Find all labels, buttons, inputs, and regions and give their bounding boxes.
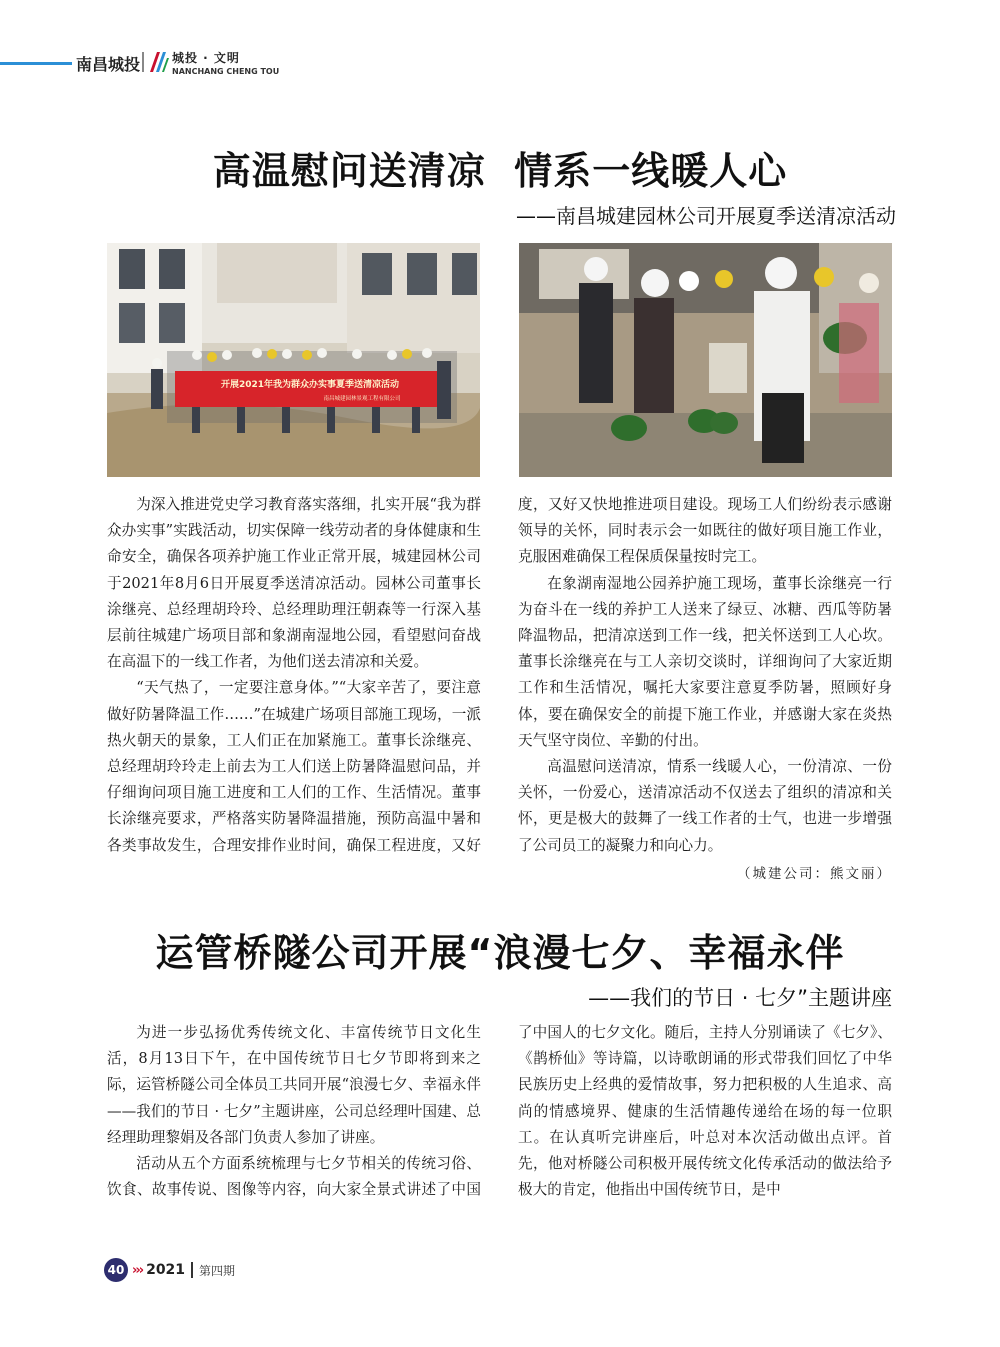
article1-subtitle: ——南昌城建园林公司开展夏季送清凉活动 [516, 204, 896, 228]
svg-text:南昌城建园林景观工程有限公司: 南昌城建园林景观工程有限公司 [323, 396, 401, 402]
article1-author: （城建公司：熊文丽） [737, 865, 892, 882]
footer-year: 2021 [146, 1262, 186, 1278]
page-number-badge: 40 [104, 1258, 128, 1282]
chevron-right-icon: ››› [132, 1262, 143, 1278]
article1-paragraph-2: “天气热了，一定要注意身体。”“大家辛苦了，要注意做好防暑降温工作……”在城建广场项目部施工现场，一派热火朝天的景象，工人们正在加紧施工。董事长涂继亮、总经理胡玲玲走上前去为工人们送上防暑降温慰问品，并仔细询问项目施工进度和工人们的工作、生活情况。董事长涂继亮要求，严格落实防暑降温措施，预防高温中暑和各类事故发生，合理安排作业时间，确保工程进度，又好 [107, 679, 481, 854]
article1-paragraph-1: 为深入推进党史学习教育落实落细，扎实开展“我为群众办实事”实践活动，切实保障一线劳动者的身体健康和生命安全，确保各项养护施工作业正常开展，城建园林公司于2021年8月6日开展夏季送清凉活动。园林公司董事长涂继亮、总经理胡玲玲、总经理助理汪朝森等一行深入基层前往城建广场项目部和象湖南湿地公园，看望慰问奋战在高温下的一线工作者，为他们送去清凉和关爱。 [107, 496, 481, 671]
header-subtitle [172, 49, 279, 76]
svg-text:开展2021年我为群众办实事夏季送清凉活动: 开展2021年我为群众办实事夏季送清凉活动 [220, 380, 400, 390]
article1-title: 高温慰问送清凉 情系一线暖人心 [212, 149, 788, 193]
article1-column-right [518, 492, 892, 887]
header-sub-en: NANCHANG CHENG TOU [172, 67, 280, 76]
header-brand: 南昌城投 [76, 55, 141, 74]
article1-paragraph-3: 在象湖南湿地公园养护施工现场，董事长涂继亮一行为奋斗在一线的养护工人送来了绿豆、冰糖、西瓜等防暑降温物品，把清凉送到工作一线，把关怀送到工人心坎。董事长涂继亮在与工人亲切交谈时，详细询问了大家近期工作和生活情况，嘱托大家要注意夏季防暑，照顾好身体，要在确保安全的前提下施工作业，并感谢大家在炎热天气坚守岗位、辛勤的付出。 [518, 574, 892, 749]
article2-column-left [107, 1020, 481, 1203]
page-footer [104, 1257, 235, 1283]
article2-paragraph-2: 活动从五个方面系统梳理与七夕节相关的传统习俗、饮食、故事传说、图像等内容，向大家全景式讲述了中国 [107, 1155, 481, 1199]
footer-issue: 第四期 [199, 1263, 236, 1278]
header-separator [142, 52, 144, 72]
article2-column-right [518, 1020, 892, 1203]
article2-paragraph-2-continued: 了中国人的七夕文化。随后，主持人分别诵读了《七夕》、《鹊桥仙》等诗篇，以诗歌朗诵的形式带我们回忆了中华民族历史上经典的爱情故事，努力把积极的人生追求、高尚的情感境界、健康的生活情趣传递给在场的每一位职工。在认真听完讲座后，叶总对本次活动做出点评。首先，他对桥隧公司积极开展传统文化传承活动的做法给予极大的肯定，他指出中国传统节日，是中 [518, 1024, 892, 1199]
article1-column-left [107, 492, 481, 859]
article1-paragraph-2-continued: 度，又好又快地推进项目建设。现场工人们纷纷表示感谢领导的关怀，同时表示会一如既往的做好项目施工作业，克服困难确保工程保质保量按时完工。 [518, 496, 892, 566]
article1-photo-group-banner [107, 243, 480, 477]
article2-title: 运管桥隧公司开展“浪漫七夕、幸福永伴 [155, 931, 845, 975]
footer-separator [191, 1262, 193, 1278]
article2-paragraph-1: 为进一步弘扬优秀传统文化、丰富传统节日文化生活，8月13日下午，在中国传统节日七夕节即将到来之际，运管桥隧公司全体员工共同开展“浪漫七夕、幸福永伴——我们的节日 · 七夕”主题讲座，公司总经理叶国建、总经理助理黎娟及各部门负责人参加了讲座。 [107, 1024, 481, 1146]
header-sub-cn: 城投 · 文明 [172, 51, 240, 65]
article1-paragraph-4: 高温慰问送清凉，情系一线暖人心，一份清凉、一份关怀，一份爱心，送清凉活动不仅送去了组织的清凉和关怀，更是极大的鼓舞了一线工作者的士气，也进一步增强了公司员工的凝聚力和向心力。 [518, 758, 892, 854]
nanchang-chengtou-logo-icon [148, 50, 170, 74]
article2-subtitle: ——我们的节日 · 七夕”主题讲座 [588, 986, 892, 1010]
article1-photo-handing-supplies [519, 243, 892, 477]
header-accent-line [0, 62, 72, 65]
